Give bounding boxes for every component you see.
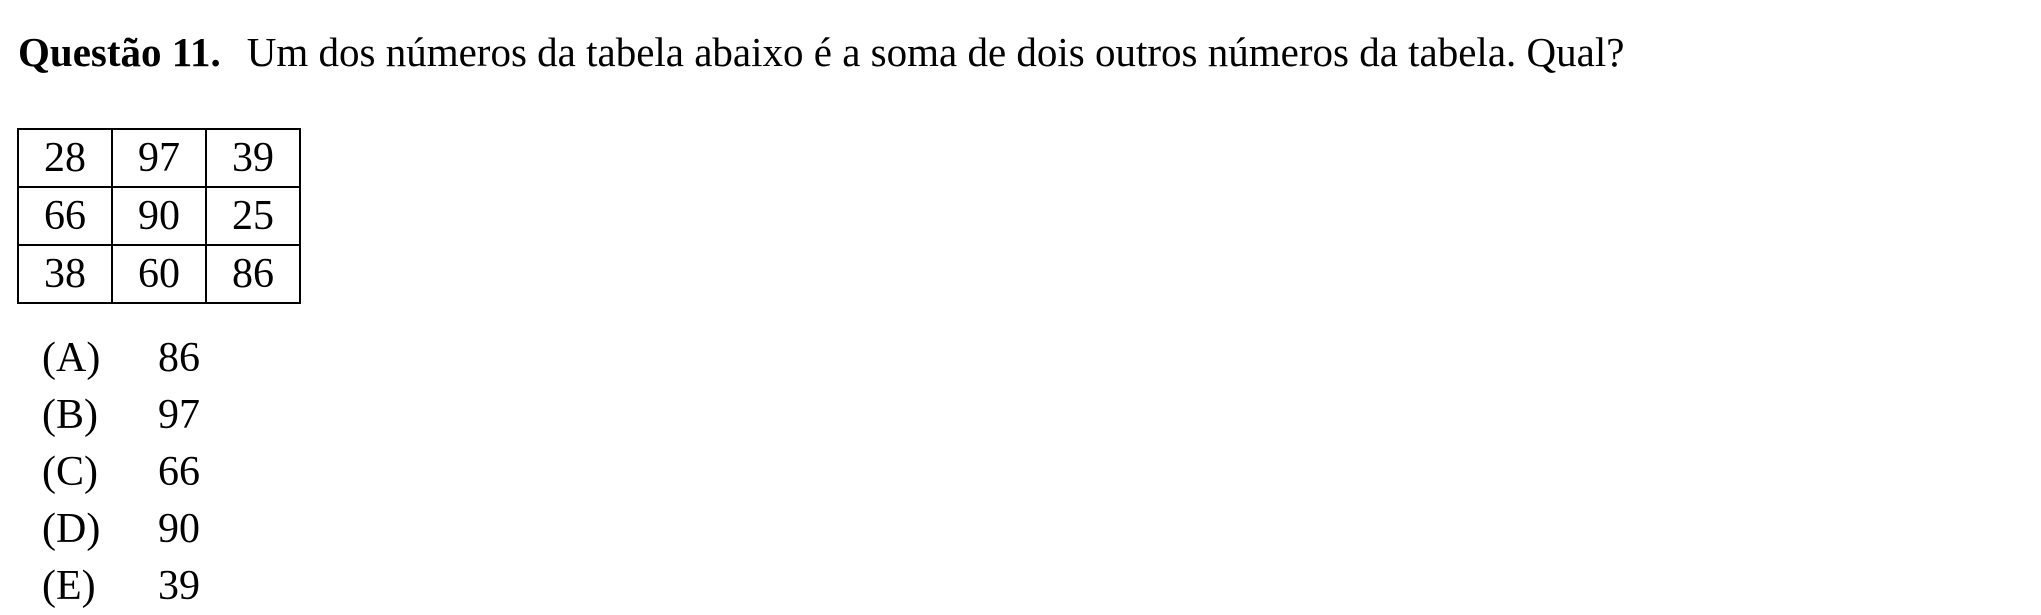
option-letter: (B) bbox=[42, 392, 98, 438]
option-value: 90 bbox=[158, 506, 200, 552]
option-value: 86 bbox=[158, 335, 200, 381]
table-cell: 28 bbox=[18, 129, 112, 187]
option-a[interactable] bbox=[42, 330, 200, 387]
option-letter: (D) bbox=[42, 506, 101, 552]
table-cell: 60 bbox=[112, 245, 206, 303]
option-letter: (C) bbox=[42, 449, 98, 495]
answer-options bbox=[42, 330, 200, 615]
option-value: 97 bbox=[158, 392, 200, 438]
option-value: 39 bbox=[158, 563, 200, 609]
question-number: Questão 11. bbox=[18, 29, 221, 75]
table-cell: 38 bbox=[18, 245, 112, 303]
table-cell: 39 bbox=[206, 129, 300, 187]
table-cell: 25 bbox=[206, 187, 300, 245]
table-row bbox=[18, 129, 300, 187]
option-c[interactable] bbox=[42, 444, 200, 501]
option-b[interactable] bbox=[42, 387, 200, 444]
table-cell: 90 bbox=[112, 187, 206, 245]
table-row bbox=[18, 187, 300, 245]
question-text: Um dos números da tabela abaixo é a soma de dois outros números da tabela. Qual? bbox=[246, 29, 1625, 75]
table-cell: 66 bbox=[18, 187, 112, 245]
number-table bbox=[17, 128, 301, 304]
option-letter: (E) bbox=[42, 563, 96, 609]
option-letter: (A) bbox=[42, 335, 101, 381]
option-d[interactable] bbox=[42, 501, 200, 558]
option-value: 66 bbox=[158, 449, 200, 495]
table-cell: 86 bbox=[206, 245, 300, 303]
table-cell: 97 bbox=[112, 129, 206, 187]
table-row bbox=[18, 245, 300, 303]
option-e[interactable] bbox=[42, 558, 200, 615]
question-header bbox=[18, 22, 1624, 82]
